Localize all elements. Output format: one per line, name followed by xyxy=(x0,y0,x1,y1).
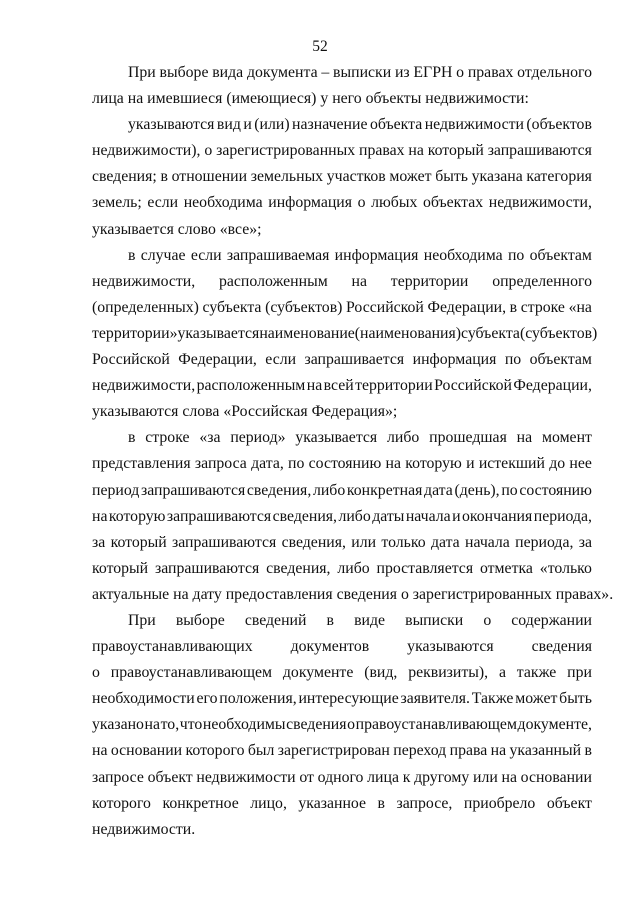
document-body xyxy=(92,60,614,843)
text-line: При выборе сведений в виде выписки о содержании xyxy=(128,611,592,629)
text-line: сведения; в отношении земельных участков может быть указана категория xyxy=(92,168,592,186)
text-line: недвижимости, расположенным на территории определенного xyxy=(92,272,592,290)
text-line: которого конкретное лицо, указанное в запросе, приобрело объект xyxy=(92,794,592,812)
text-line: о правоустанавливающем документе (вид, реквизиты), а также при xyxy=(92,664,592,682)
text-line: представления запроса дата, по состоянию на которую и истекший до нее xyxy=(92,455,592,473)
text-line: указывается слово «все»; xyxy=(92,220,262,238)
text-line: правоустанавливающих документов указываются сведения xyxy=(92,638,592,656)
text-line: необходимости его положения, интересующие заявителя. Также может быть xyxy=(92,690,592,708)
text-line: (определенных) субъекта (субъектов) Российской Федерации, в строке «на xyxy=(92,298,592,316)
text-line: недвижимости, расположенным на всей территории Российской Федерации, xyxy=(92,377,592,395)
text-line: в строке «за период» указывается либо прошедшая на момент xyxy=(128,429,592,447)
text-line: При выборе вида документа – выписки из ЕГРН о правах отдельного xyxy=(128,64,592,81)
text-line: запросе объект недвижимости от одного лица к другому или на основании xyxy=(92,768,592,786)
text-line: за который запрашиваются сведения, или только дата начала периода, за xyxy=(92,533,592,551)
text-line: недвижимости), о зарегистрированных правах на который запрашиваются xyxy=(92,142,592,160)
text-line: лица на имевшиеся (имеющиеся) у него объекты недвижимости: xyxy=(92,90,529,108)
text-line: на которую запрашиваются сведения, либо даты начала и окончания периода, xyxy=(92,507,592,525)
text-line: указываются слова «Российская Федерация»; xyxy=(92,403,398,421)
text-line: Российской Федерации, если запрашивается информация по объектам xyxy=(92,351,592,369)
text-line: территории» указывается наименование (наименования) субъекта (субъектов) xyxy=(92,324,598,342)
text-line: указано на то, что необходимы сведения о правоустанавливающем документе, xyxy=(92,716,592,734)
text-line: актуальные на дату предоставления сведения о зарегистрированных правах». xyxy=(92,585,614,603)
paragraph-2 xyxy=(92,112,592,242)
text-line: земель; если необходима информация о любых объектах недвижимости, xyxy=(92,194,592,212)
text-line: указываются вид и (или) назначение объекта недвижимости (объектов xyxy=(128,116,592,134)
paragraph-1 xyxy=(92,60,592,112)
text-line: на основании которого был зарегистрирован переход права на указанный в xyxy=(92,742,592,760)
paragraph-5 xyxy=(92,608,592,843)
paragraph-4 xyxy=(92,425,614,608)
text-line: в случае если запрашиваемая информация необходима по объектам xyxy=(128,246,592,264)
paragraph-3 xyxy=(92,243,598,426)
text-line: который запрашиваются сведения, либо проставляется отметка «только xyxy=(92,559,592,577)
text-line: период запрашиваются сведения, либо конкретная дата (день), по состоянию xyxy=(92,481,592,499)
text-line: недвижимости. xyxy=(92,820,196,838)
page-number: 52 xyxy=(312,38,328,55)
